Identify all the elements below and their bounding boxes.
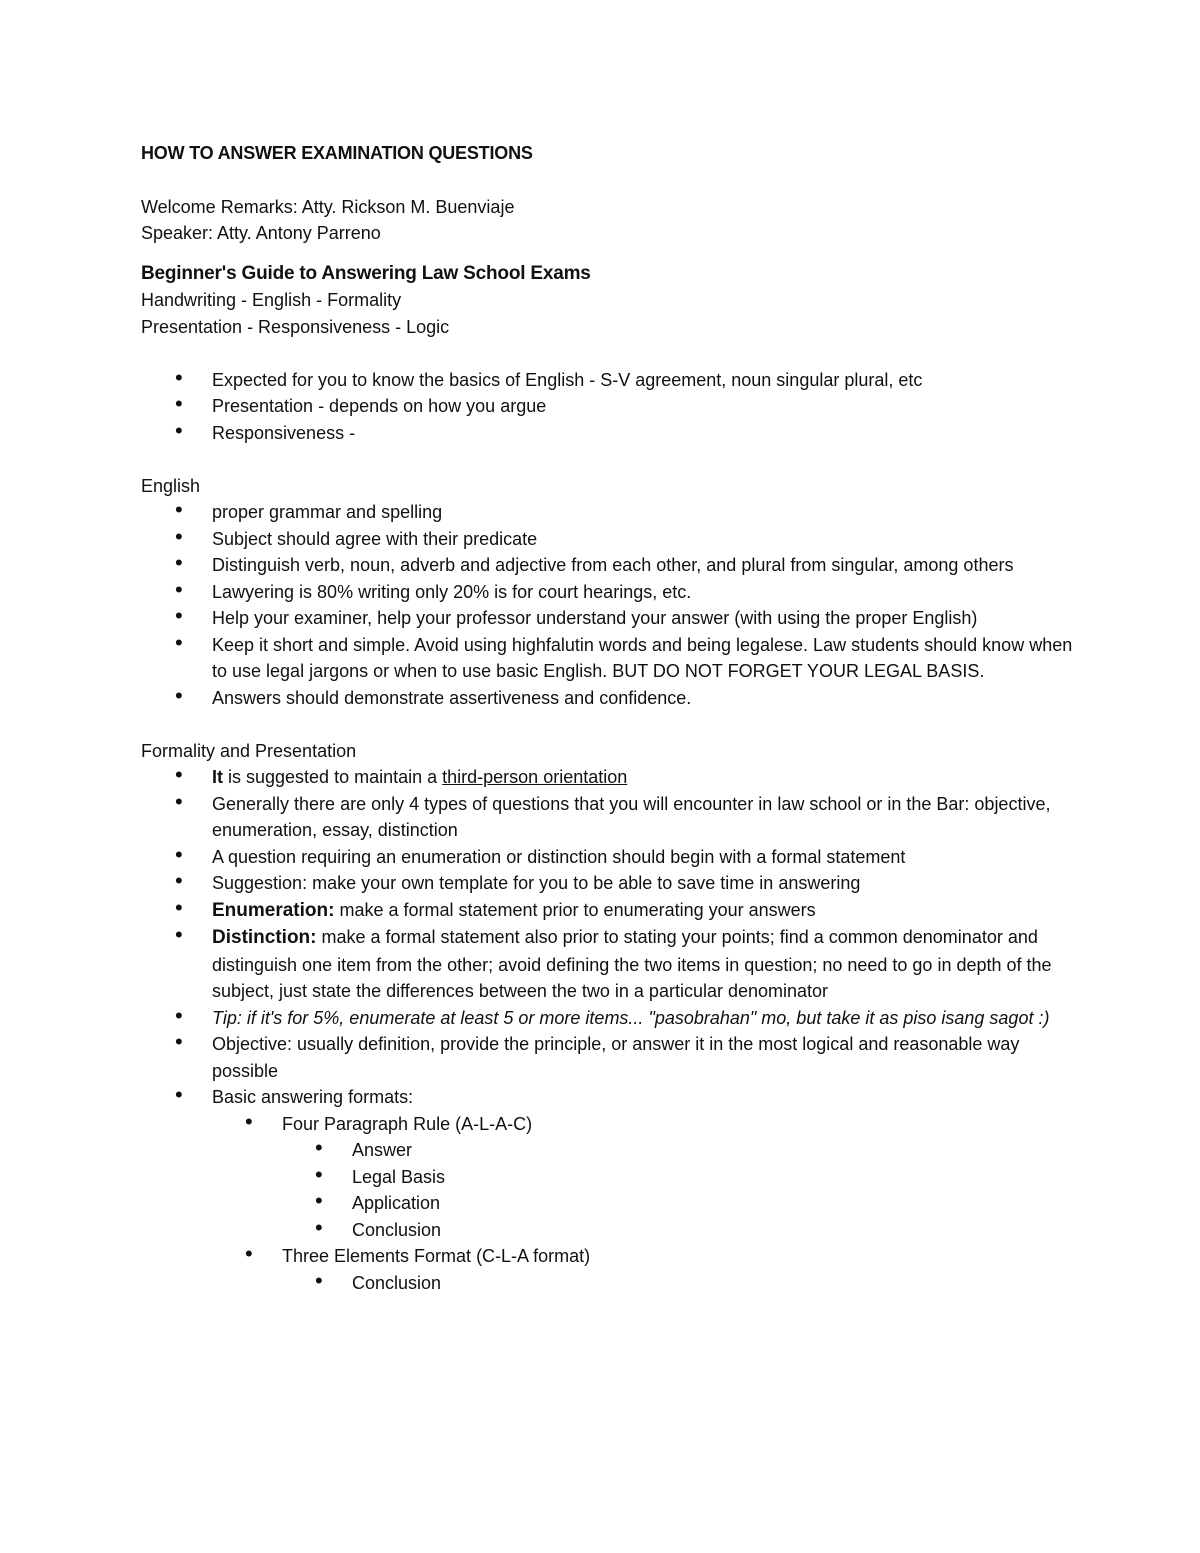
bullet-icon: • [315,1214,323,1240]
bullet-icon: • [175,922,183,947]
bullet-icon: • [175,894,183,920]
list-item: • Answer [315,1135,413,1160]
list-item: • Distinguish verb, noun, adverb and adjective from each other, and plural from singular, among others [175,550,1014,575]
list-item: • Answers should demonstrate assertiveness and confidence. [175,682,692,708]
list-item: • Lawyering is 80% writing only 20% is for court hearings, etc. [175,576,692,602]
formality-section-label: Formality and Presentation [141,740,357,761]
guide-bullet-list [141,364,1081,447]
list-item: • Help your examiner, help your professor understand your answer (with using the proper English) [175,603,978,628]
spacer [141,711,1081,738]
list-item: • Application [315,1188,441,1213]
list-item: • It is suggested to maintain a third-person orientation [175,762,628,787]
speaker-line: Speaker: Atty. Antony Parreno [141,223,381,243]
bullet-icon: • [315,1161,323,1187]
bullet-icon: • [175,497,183,522]
guide-line-2: Presentation - Responsiveness - Logic [141,316,450,337]
cla-items-list [141,1267,1081,1297]
list-item [141,1002,1081,1032]
tip-text: Tip: if it's for 5%, enumerate at least 5 or more items... "pasobrahan" mo, but take it as piso isang sagot :) [212,1007,1050,1028]
formality-bullet-list [141,764,1081,1111]
page-title: HOW TO ANSWER EXAMINATION QUESTIONS [141,143,533,163]
list-item: • Legal Basis [315,1161,446,1187]
list-item: • Responsiveness - [175,417,356,443]
answering-formats-list [141,1108,1081,1138]
list-item: • Conclusion [315,1267,442,1293]
distinction-term: Distinction: [212,927,317,948]
list-item: • Objective: usually definition, provide the principle, or answer it in the most logical and reasonable way possible [175,1029,1020,1081]
bullet-icon: • [175,364,183,390]
list-item: • Basic answering formats: [175,1082,414,1107]
list-item: • Presentation - depends on how you argue [175,391,547,416]
spacer [141,340,1081,367]
document-content [141,140,1081,1296]
bullet-icon: • [245,1108,253,1134]
enumeration-term: Enumeration: [212,899,335,921]
bullet-icon: • [315,1188,323,1213]
bullet-icon: • [315,1267,323,1293]
list-item: • Generally there are only 4 types of questions that you will encounter in law school or in the Bar: objective, enumeration, essay, distinction [175,788,1051,840]
list-item: • Suggestion: make your own template for you to be able to save time in answering [175,868,861,893]
bullet-icon: • [245,1241,253,1266]
bullet-icon: • [175,550,183,575]
bullet-icon: • [175,629,183,655]
english-bullet-list [141,499,1081,711]
list-item: • Expected for you to know the basics of English - S-V agreement, noun singular plural, etc [175,364,923,390]
guide-heading: Beginner's Guide to Answering Law School Exams [141,262,591,284]
spacer [141,446,1081,473]
third-person-orientation-text: third-person orientation [442,767,628,787]
guide-line-1: Handwriting - English - Formality [141,290,402,310]
list-item: • Subject should agree with their predicate [175,523,538,549]
list-item: • Keep it short and simple. Avoid using highfalutin words and being legalese. Law students should know when to use legal jargons or when to use basic English. BUT DO NOT FORGET YOUR LEGAL BASIS. [175,629,1073,681]
list-item: • Three Elements Format (C-L-A format) [245,1241,591,1266]
list-item: • Four Paragraph Rule (A-L-A-C) [245,1108,533,1134]
bullet-icon: • [175,576,183,602]
list-item: • Enumeration: make a formal statement prior to enumerating your answers [175,894,816,921]
bullet-icon: • [175,788,183,814]
bullet-icon: • [175,523,183,549]
bullet-icon: • [175,1082,183,1107]
bullet-icon: • [175,682,183,708]
english-section-label: English [141,475,201,496]
bullet-icon: • [175,417,183,443]
list-item: • A question requiring an enumeration or distinction should begin with a formal statement [175,841,906,867]
bullet-icon: • [175,1029,183,1054]
alac-items-list [141,1137,1081,1243]
bullet-icon: • [175,868,183,893]
list-item: • proper grammar and spelling [175,497,443,522]
bullet-icon: • [175,1002,183,1028]
bullet-icon: • [175,603,183,628]
bullet-icon: • [315,1135,323,1160]
bullet-icon: • [175,762,183,787]
list-item: • Distinction: make a formal statement also prior to stating your points; find a common denominator and distinguish one item from the other; avoid defining the two items in question; no need to go in depth of the subject, just state the differences between the two in a particular denominator [175,922,1052,1001]
welcome-remarks: Welcome Remarks: Atty. Rickson M. Buenviaje [141,196,515,217]
answering-formats-list [141,1243,1081,1270]
bullet-icon: • [175,391,183,416]
bullet-icon: • [175,841,183,867]
list-item: • Conclusion [315,1214,442,1240]
